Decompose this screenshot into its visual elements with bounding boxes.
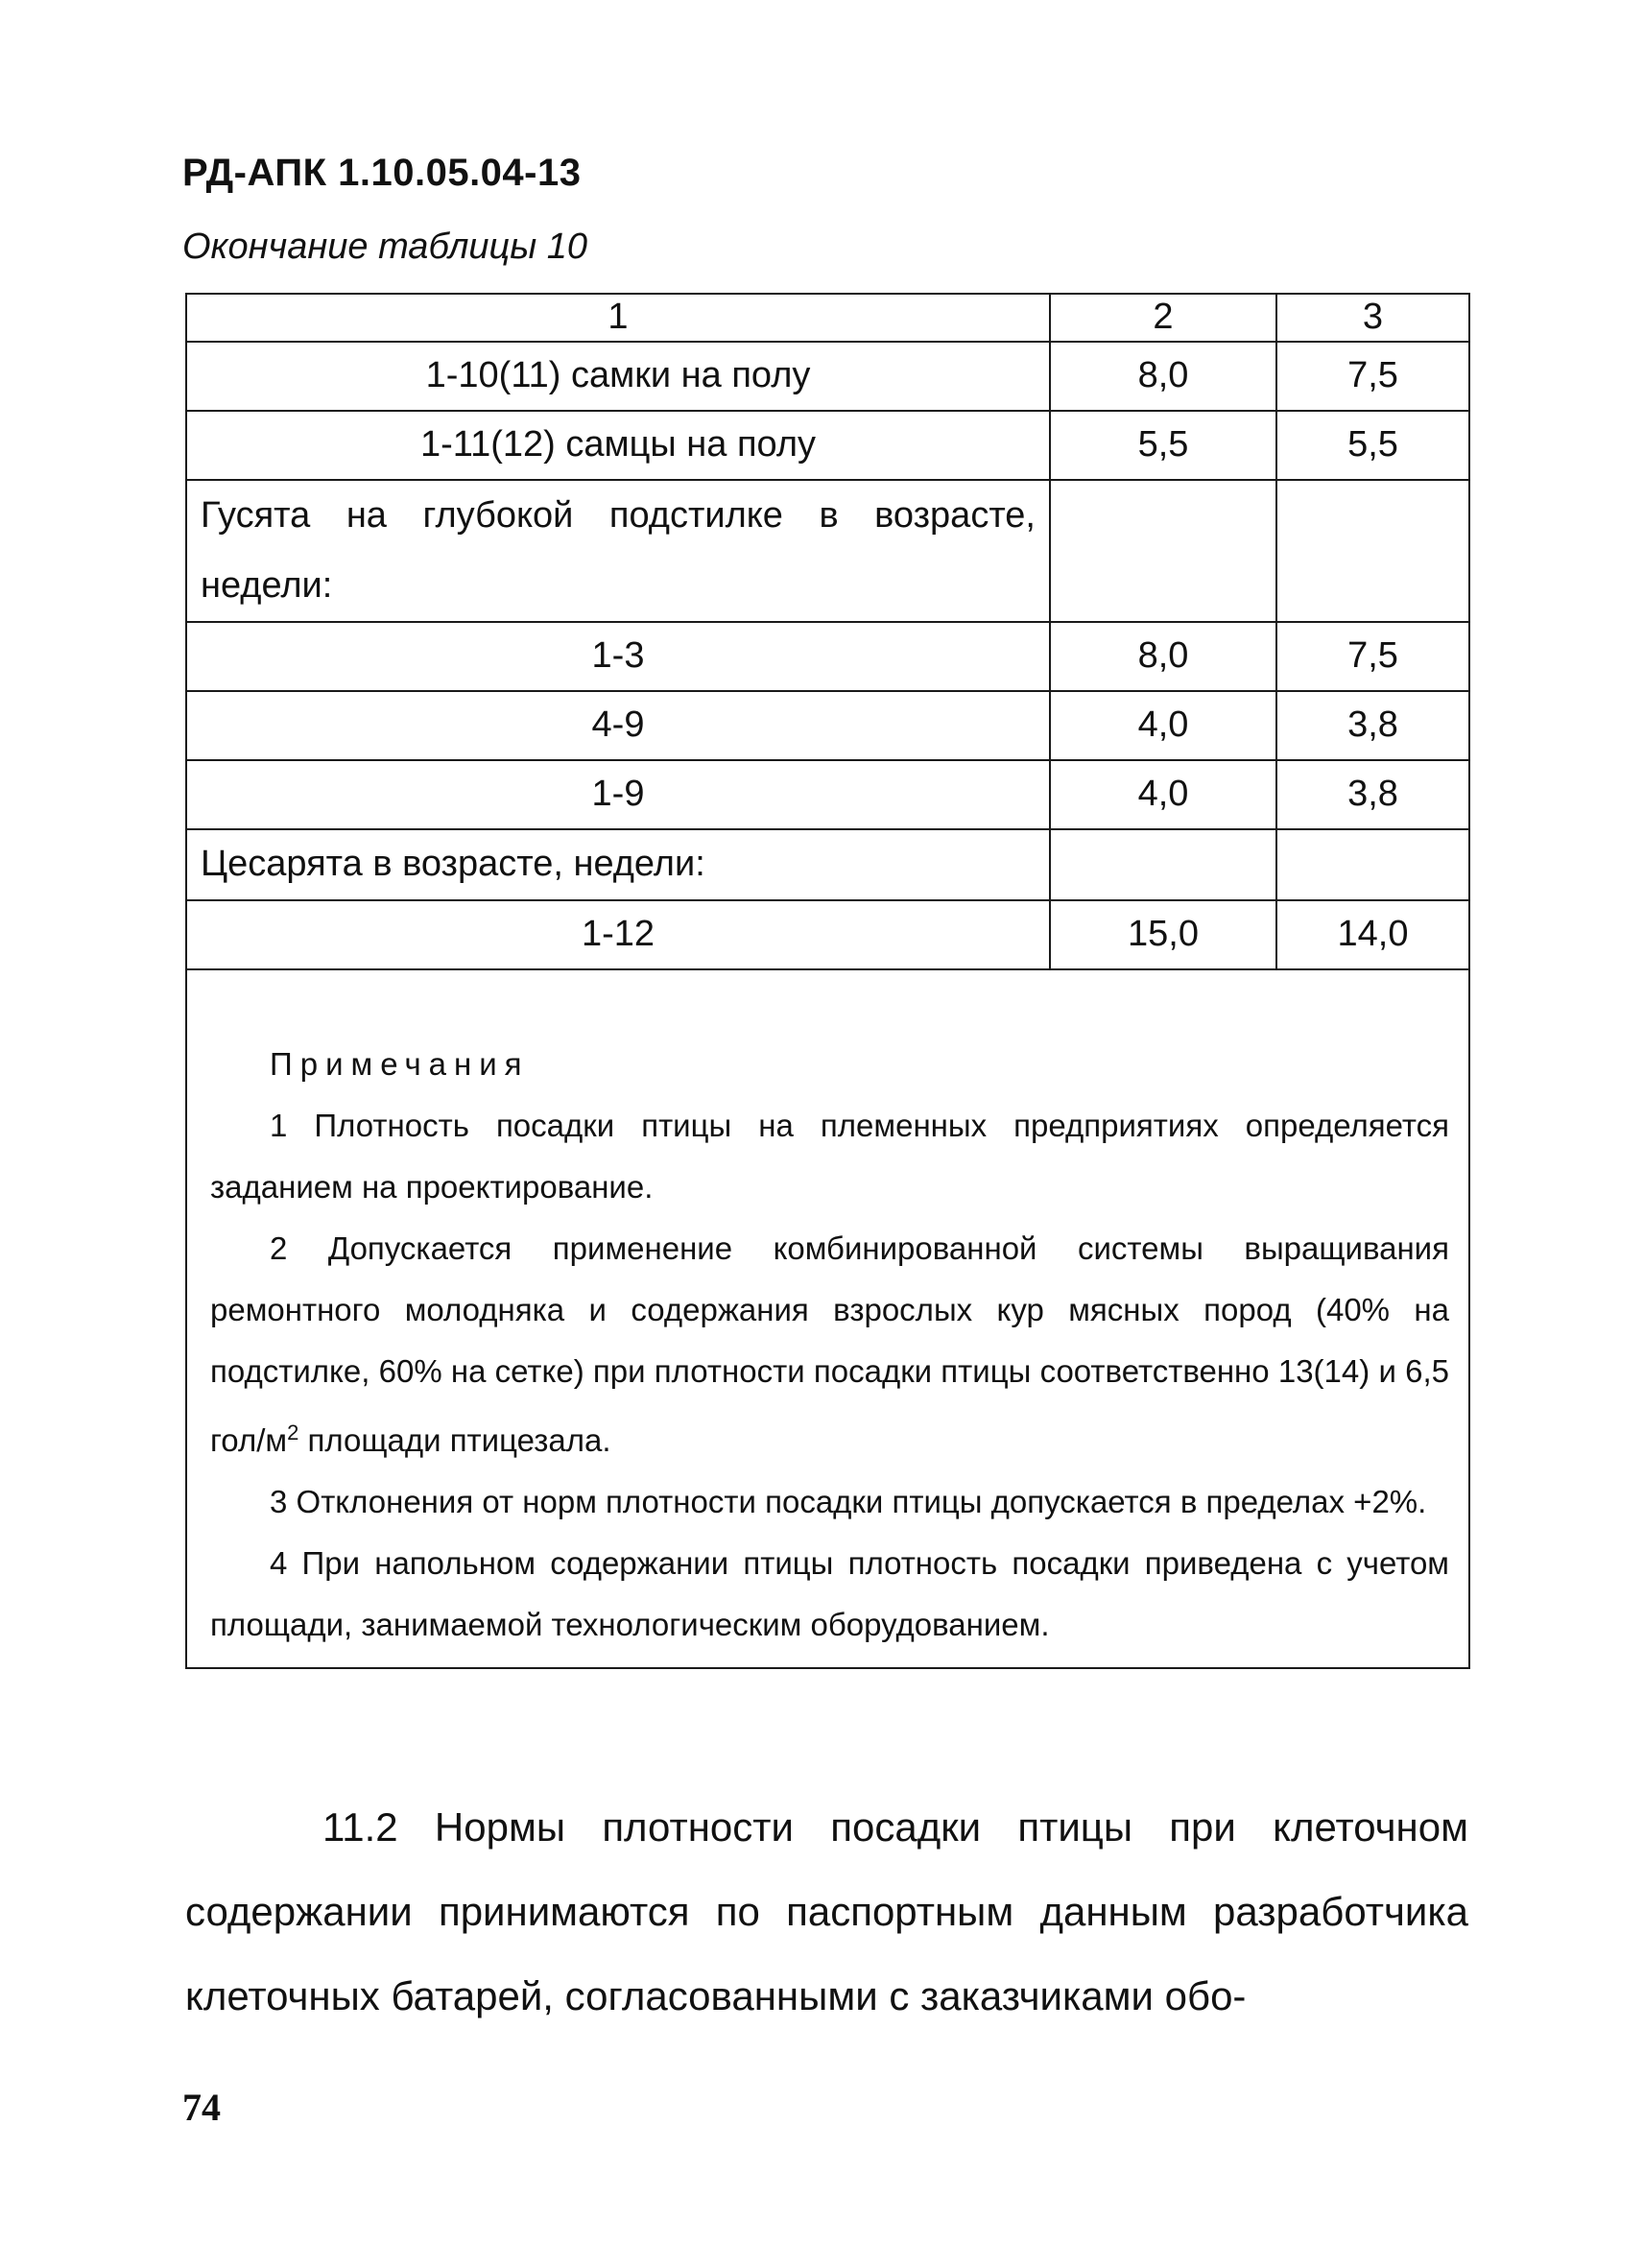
cell-value bbox=[1050, 480, 1276, 622]
table-row bbox=[186, 411, 1469, 480]
superscript: 2 bbox=[287, 1420, 299, 1444]
note-item: 4 При напольном содержании птицы плотность посадки приведена с учетом площади, занимаемой технологическим оборудованием. bbox=[210, 1545, 1449, 1642]
table-row bbox=[186, 342, 1469, 411]
cell-value: 4,0 bbox=[1050, 691, 1276, 760]
cell-value bbox=[1276, 480, 1469, 622]
note-text-tail: площади птицезала. bbox=[298, 1422, 611, 1458]
column-header: 3 bbox=[1276, 294, 1469, 342]
row-label: 4-9 bbox=[186, 691, 1050, 760]
row-label: 1-3 bbox=[186, 622, 1050, 691]
body-paragraph: 11.2 Нормы плотности посадки птицы при клеточном содержании принимаются по паспортным данным разработчика клеточных батарей, согласованными с заказчиками обо- bbox=[185, 1804, 1468, 2018]
document-code: РД-АПК 1.10.05.04-13 bbox=[182, 152, 582, 194]
note-item: 3 Отклонения от норм плотности посадки птицы допускается в пределах +2%. bbox=[270, 1484, 1427, 1519]
note-text: 2 Допускается применение комбинированной системы выращивания ремонтного молодняка и содержания взрослых кур мясных пород (40% на подстилке, 60% на сетке) при плотности посадки птицы соответственно 13(14) и 6,5 гол/м bbox=[210, 1230, 1449, 1458]
cell-value: 3,8 bbox=[1276, 691, 1469, 760]
row-label: 1-12 bbox=[186, 900, 1050, 969]
page-number: 74 bbox=[182, 2086, 221, 2129]
table-header-row bbox=[186, 294, 1469, 342]
table-row bbox=[186, 622, 1469, 691]
note-item bbox=[210, 1218, 1449, 1471]
group-label: Гусята на глубокой подстилке в возрасте, недели: bbox=[186, 480, 1050, 622]
table-caption: Окончание таблицы 10 bbox=[182, 227, 588, 267]
cell-value: 5,5 bbox=[1276, 411, 1469, 480]
group-label: Цесарята в возрасте, недели: bbox=[186, 829, 1050, 900]
table-row bbox=[186, 900, 1469, 969]
note-item: 1 Плотность посадки птицы на племенных предприятиях определяется заданием на проектирование. bbox=[210, 1108, 1449, 1205]
column-header: 1 bbox=[186, 294, 1050, 342]
row-label: 1-11(12) самцы на полу bbox=[186, 411, 1050, 480]
cell-value: 5,5 bbox=[1050, 411, 1276, 480]
cell-value: 14,0 bbox=[1276, 900, 1469, 969]
table-row bbox=[186, 760, 1469, 829]
cell-value: 7,5 bbox=[1276, 622, 1469, 691]
notes-cell bbox=[186, 969, 1469, 1668]
row-label: 1-10(11) самки на полу bbox=[186, 342, 1050, 411]
table-row bbox=[186, 691, 1469, 760]
row-label: 1-9 bbox=[186, 760, 1050, 829]
cell-value: 15,0 bbox=[1050, 900, 1276, 969]
cell-value: 7,5 bbox=[1276, 342, 1469, 411]
table-group-row bbox=[186, 480, 1469, 622]
column-header: 2 bbox=[1050, 294, 1276, 342]
norms-table bbox=[185, 293, 1470, 1669]
notes-row bbox=[186, 969, 1469, 1668]
cell-value: 3,8 bbox=[1276, 760, 1469, 829]
cell-value bbox=[1050, 829, 1276, 900]
cell-value bbox=[1276, 829, 1469, 900]
cell-value: 8,0 bbox=[1050, 622, 1276, 691]
notes-title: Примечания bbox=[270, 1046, 530, 1082]
cell-value: 8,0 bbox=[1050, 342, 1276, 411]
cell-value: 4,0 bbox=[1050, 760, 1276, 829]
table-group-row bbox=[186, 829, 1469, 900]
